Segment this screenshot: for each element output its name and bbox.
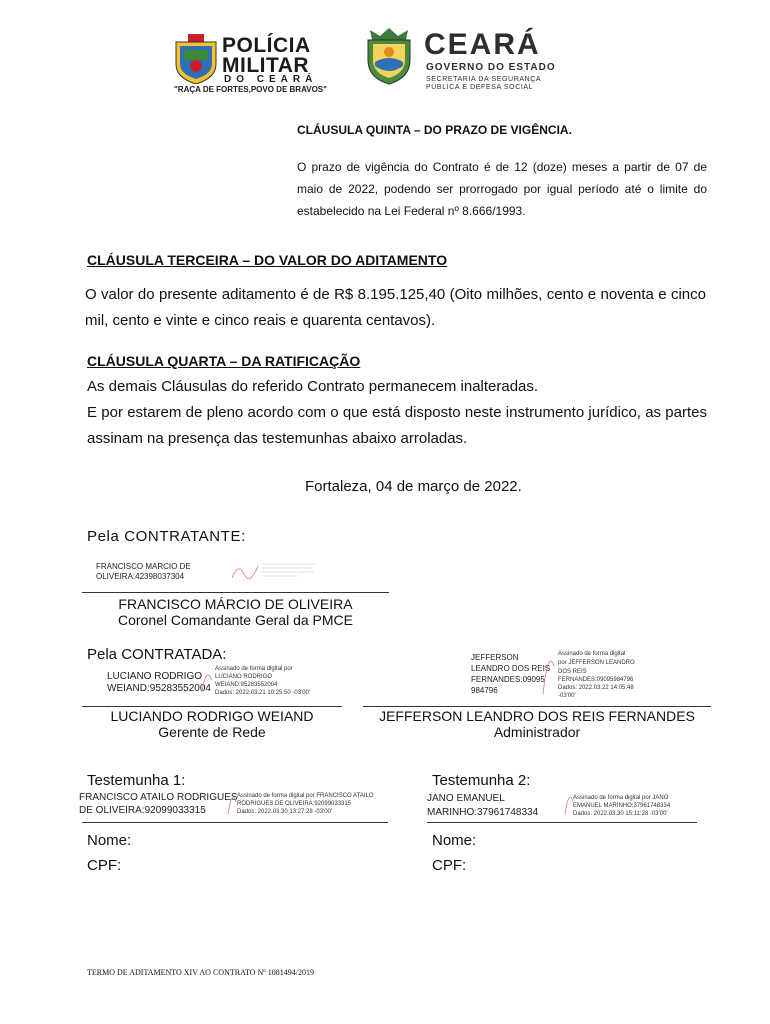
clause-quarta-body: E por estarem de pleno acordo com o que está disposto neste instrumento jurídico, as partes assinam na presença das testemunhas abaixo arroladas.	[87, 404, 707, 447]
footer-reference: TERMO DE ADITAMENTO XIV AO CONTRATO Nº 1081494/2019	[87, 968, 314, 977]
contratada-right-signer-line3: FERNANDES:09095	[471, 675, 545, 684]
contratada-right-signer-line4: 984796	[471, 686, 498, 695]
ceara-title: CEARÁ	[424, 28, 541, 61]
testemunha1-stamp-line1: Assinado de forma digital por FRANCISCO ATAILO	[237, 793, 374, 799]
contratada-left-role: Gerente de Rede	[158, 724, 266, 740]
testemunha2-label: Testemunha 2:	[432, 772, 531, 789]
pm-title-line1: POLÍCIA	[222, 34, 311, 57]
contratada-right-role: Administrador	[493, 724, 581, 740]
clause-quinta-title: CLÁUSULA QUINTA – DO PRAZO DE VIGÊNCIA.	[297, 123, 572, 137]
testemunha2-stamp-line2: EMANUEL MARINHO:37961748334	[573, 803, 671, 809]
contratante-role: Coronel Comandante Geral da PMCE	[117, 612, 353, 628]
contratada-right-signature-line	[363, 706, 711, 707]
testemunha1-signer-line1: FRANCISCO ATAILO RODRIGUES	[79, 792, 238, 803]
contratante-signer-line2: OLIVEIRA:42398037304	[96, 572, 185, 581]
testemunha2-nome-label: Nome:	[432, 832, 477, 849]
ceara-subtitle: GOVERNO DO ESTADO	[426, 62, 556, 73]
contratada-left-signer-line2: WEIAND:95283552004	[107, 683, 211, 694]
contratada-right-signer-line1: JEFFERSON	[471, 653, 519, 662]
testemunha1-cpf-label: CPF:	[87, 857, 122, 874]
testemunha1-signature-line	[82, 822, 388, 823]
testemunha2-signer-line1: JANO EMANUEL	[427, 793, 505, 804]
contratada-right-name: JEFFERSON LEANDRO DOS REIS FERNANDES	[379, 708, 695, 724]
contratada-right-stamp-line3: DOS REIS	[558, 669, 587, 675]
testemunha1-nome-label: Nome:	[87, 832, 132, 849]
clause-quarta-line1: As demais Cláusulas do referido Contrato permanecem inalteradas.	[87, 378, 539, 395]
pm-motto: "RAÇA DE FORTES,POVO DE BRAVOS"	[174, 85, 327, 94]
contratante-signature-mark-icon	[228, 560, 318, 580]
contratada-right-stamp-line1: Assinado de forma digital	[558, 651, 626, 657]
ceara-secretaria-line1: SECRETARIA DA SEGURANÇA	[426, 76, 542, 83]
clause-terceira-title: CLÁUSULA TERCEIRA – DO VALOR DO ADITAMENTO	[87, 252, 448, 268]
contratante-signature-line	[82, 592, 389, 593]
contratada-left-name: LUCIANDO RODRIGO WEIAND	[110, 708, 314, 724]
contratada-left-stamp-line1: Assinado de forma digital por	[215, 666, 293, 672]
testemunha1-stamp-line3: Dados: 2022.03.30 13:27:28 -03'00'	[237, 809, 333, 815]
clause-quarta-title: CLÁUSULA QUARTA – DA RATIFICAÇÃO	[87, 353, 361, 369]
pm-title-line2: MILITAR	[222, 54, 310, 77]
testemunha2-signature-line	[427, 822, 697, 823]
contratada-left-signature-mark-icon	[200, 664, 214, 694]
clause-quinta-body: O prazo de vigência do Contrato é de 12 (doze) meses a partir de 07 de maio de 2022, podendo ser prorrogado por igual período até o limite do estabelecido na Lei Federal nº 8.666/1993.	[297, 160, 707, 218]
contratada-right-stamp-line6: -03'00'	[558, 693, 576, 699]
contratada-left-stamp-line4: Dados: 2022.03.21 10:25:50 -03'00'	[215, 690, 311, 696]
ceara-crest-icon	[360, 26, 418, 86]
testemunha1-signer-line2: DE OLIVEIRA:92099033315	[79, 805, 206, 816]
contratada-left-signature-line	[82, 706, 342, 707]
contratada-left-stamp-line3: WEIAND:95283552004	[215, 682, 278, 688]
testemunha1-label: Testemunha 1:	[87, 772, 186, 789]
ceara-logo	[360, 26, 590, 96]
contratada-label: Pela CONTRATADA:	[87, 646, 227, 663]
contratante-name: FRANCISCO MÁRCIO DE OLIVEIRA	[118, 596, 353, 612]
contratante-label: Pela CONTRATANTE:	[87, 528, 246, 545]
clause-terceira-body: O valor do presente aditamento é de R$ 8.195.125,40 (Oito milhões, cento e noventa e cinco mil, cento e vinte e cinco reais e quarenta centavos).	[85, 286, 706, 329]
contratada-left-signer-line1: LUCIANO RODRIGO	[107, 671, 203, 682]
testemunha1-stamp-line2: RODRIGUES DE OLIVEIRA:92099033315	[237, 801, 352, 807]
testemunha2-signer-line2: MARINHO:37961748334	[427, 807, 539, 818]
pm-title-line3: DO CEARÁ	[224, 74, 318, 85]
pm-shield-icon	[174, 34, 218, 84]
testemunha2-stamp-line1: Assinado de forma digital por JANO	[573, 795, 669, 801]
contratada-right-stamp-line4: FERNANDES:09095984796	[558, 677, 634, 683]
contratada-right-stamp-line5: Dados: 2022.03.22 14:05:48	[558, 685, 634, 691]
testemunha2-cpf-label: CPF:	[432, 857, 467, 874]
ceara-secretaria-line2: PÚBLICA E DEFESA SOCIAL	[426, 84, 534, 91]
contratada-right-signature-mark-icon	[540, 646, 556, 696]
place-date: Fortaleza, 04 de março de 2022.	[305, 478, 522, 495]
contratada-right-stamp-line2: por JEFFERSON LEANDRO	[558, 660, 635, 666]
contratada-left-stamp-line2: LUCIANO RODRIGO	[215, 674, 273, 680]
testemunha2-stamp-line3: Dados: 2022.03.30 15:11:28 -03'00'	[573, 811, 668, 817]
pm-logo	[174, 30, 334, 98]
contratante-signer-line1: FRANCISCO MARCIO DE	[96, 562, 191, 571]
contratada-right-signer-line2: LEANDRO DOS REIS	[471, 664, 551, 673]
